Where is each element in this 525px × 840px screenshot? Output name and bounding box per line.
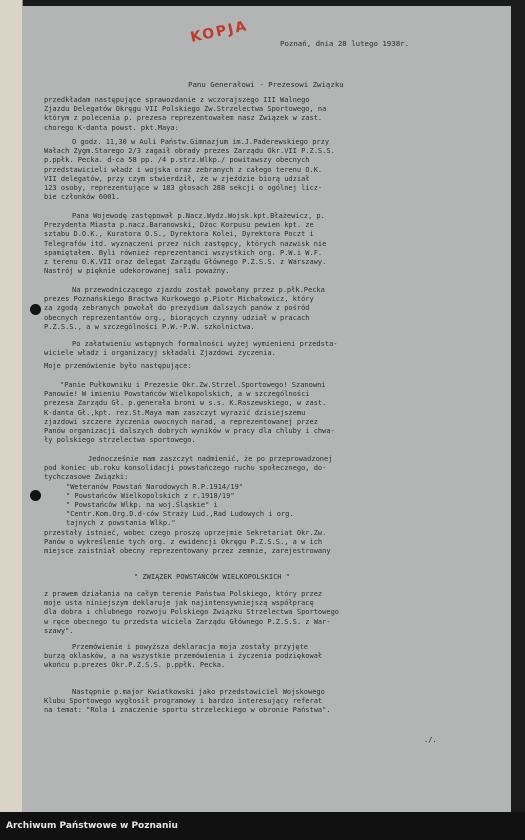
text-line: "Centr.Kom.Org.D.d-ców Straży Lud.,Rad Ludowych i org. [66, 510, 294, 519]
text-line: Panów organizacji dalszych dobrych wyników w pracy dla chluby i chwa- [44, 427, 335, 436]
text-line: Panowie! W imieniu Powstańców Wielkopolskich, a w szczególności [44, 390, 310, 399]
text-line: "Panie Pułkowniku i Prezesie Okr.Zw.Strzel.Sportowego! Szanowni [60, 381, 326, 389]
text-line: chorego K-danta powst. pkt.Maya: [44, 123, 179, 132]
paragraph-opening [44, 138, 510, 202]
text-line: w ręce obecnego tu przedsta wiciela Zarządu Głównego P.Z.S.S. z War- [44, 617, 331, 626]
paragraph-declaration [44, 590, 510, 636]
paragraph-intro [44, 96, 510, 133]
text-line: p.ppłk. Pecka. d-ca 58 pp. /4 p.strz.Wlkp./ powitawszy obecnych [44, 156, 310, 165]
text-line: pod koniec ub.roku konsolidacji powstańczego ruchu społecznego, do- [44, 464, 327, 473]
text-line: Zjazdu Delegatów Okręgu VII Polskiego Zw.Strzelectwa Sportowego, na [44, 105, 327, 114]
text-line: Wałach Zygm.Starego 2/3 zagaił obrady prezes Zarządu Okr.VII P.Z.S.S. [44, 147, 335, 156]
text-line: miejsce zaistniał obecny reprezentowany przez zemnie, zarejestrowany [44, 547, 331, 556]
text-line: którym z polecenia p. prezesa reprezentowałem nasz Związek w zast. [44, 114, 323, 123]
text-line: na temat: "Rola i znaczenie sportu strzeleckiego w obronie Państwa". [44, 706, 331, 715]
text-line: Klubu Sportowego wygłosił programowy i bardzo interesujący referat [44, 697, 323, 706]
binder-strip [0, 0, 23, 812]
text-line: Prezydenta Miasta p.nacz.Baranowski, Dżoc Korpusu pewien kpt. ze [44, 221, 314, 230]
paragraph-lecture [44, 688, 510, 716]
text-line: Moje przemówienie było następujące: [44, 362, 192, 370]
text-line: tychczasowe Związki: [44, 473, 129, 482]
text-line: wkońcu p.prezes Okr.P.Z.S.S. p.ppłk. Pecka. [44, 661, 226, 670]
date-line: Poznań, dnia 28 lutego 1938r. [280, 39, 410, 48]
text-line: spamiętałem. Byli również reprezentanci wszystkich org. P.W.i W.F. [44, 248, 323, 257]
text-line: burzą oklasków, a na wszystkie przemówienia i życzenia podziękował [44, 652, 323, 661]
text-line: K-danta Gł.,kpt. rez.St.Maya mam zaszczyt wyrazić dzisiejszemu [44, 408, 306, 417]
text-line: szawy". [44, 626, 74, 635]
paragraph-speech [44, 381, 510, 445]
paragraph-consolidation [44, 455, 510, 556]
text-line: VII delegatów, przy czym stwierdził, że w zjeździe biorą udział [44, 174, 310, 183]
paragraph-guests [44, 212, 510, 276]
text-line: P.Z.S.S., a w szczególności P.W.-P.W. szkolnictwa. [44, 322, 255, 331]
archive-name: Archiwum Państwowe w Poznaniu [6, 821, 178, 831]
text-line: Nastrój w pięknie udekorowanej sali poważny. [44, 267, 230, 276]
punch-hole-bottom [30, 490, 41, 501]
text-line: obecnych reprezentantów org., biorących czynny udział w pracach [44, 313, 310, 322]
text-line: przestały istnieć, wobec czego proszę uprzejmie Sekretariat Okr.Zw. [44, 528, 327, 537]
text-line: sztabu D.O.K., Kuratora O.S., Dyrektora Kolei, Dyrektora Poczt i [44, 230, 314, 239]
text-line: przedkładam następujące sprawozdanie z wczorajszego III Walnego [44, 96, 310, 104]
text-line: przedstawicieli władz i wojska oraz zebranych z całego terenu O.K. [44, 165, 323, 174]
text-line: Po załatwieniu wstępnych formalności wyżej wymienieni przedsta- [72, 340, 338, 348]
text-line: bie członków 6001. [44, 193, 120, 202]
text-line: moje usta niniejszym deklaruje jak najintensywniejszą współpracę [44, 599, 314, 608]
text-line: prezes Poznańskiego Bractwa Kurkowego p.Piotr Michałowicz, który [44, 295, 314, 304]
text-line: O godz. 11,30 w Auli Państw.Gimnazjum im.J.Paderewskiego przy [72, 138, 330, 146]
text-line: wiciele władz i organizacyj składali Zjazdowi życzenia. [44, 349, 276, 358]
text-line: z terenu O.K.VII oraz delegat Zarządu Głównego P.Z.S.S. z Warszawy. [44, 258, 327, 267]
text-line: z prawem działania na całym terenie Państwa Polskiego, który przez [44, 590, 323, 598]
addressee-line: Panu Generałowi - Prezesowi Związku [188, 80, 344, 89]
copy-stamp: KOPJA [188, 18, 250, 46]
text-line: Następnie p.major Kwiatkowski jako przedstawiciel Wojskowego [72, 688, 325, 696]
punch-hole-top [30, 304, 41, 315]
text-line: " Powstańców Wielkopolskich z r.1918/19" [66, 491, 235, 500]
paragraph-formalities [44, 340, 510, 358]
text-line: zjazdowi szczere życzenia owocnych narad, a reprezentowanej przez [44, 417, 318, 426]
paragraph-union-name [44, 573, 510, 582]
text-line: " Powstańców Wlkp. na woj.Śląskie" i [66, 501, 218, 510]
paragraph-chairman [44, 286, 510, 332]
text-line: "Weteranów Powstań Narodowych R.P.1914/19" [66, 482, 244, 491]
text-line: Pana Wojewodę zastępował p.Nacz.Wydz.Wojsk.kpt.Błażewicz, p. [72, 212, 325, 220]
text-line: Jednocześnie mam zaszczyt nadmienić, że po przeprowadzonej [88, 455, 333, 463]
paragraph-applause [44, 643, 510, 671]
text-line: 123 osoby, reprezentujące w 183 głosach 288 sekcji o ogólnej licz- [44, 184, 323, 193]
archive-footer [0, 812, 525, 840]
text-line: tajnych z powstania Wlkp." [66, 519, 176, 528]
text-line: prezesa Zarządu Gł. p.generała broni w s.s. K.Raszewskiego, w zast. [44, 399, 327, 408]
text-line: ły polskiego strzelectwa sportowego. [44, 436, 196, 445]
text-line: " ZWIĄZEK POWSTAŃCÓW WIELKOPOLSKICH " [134, 573, 290, 581]
text-line: Panów o wykreślenie tych org. z ewidencji Okręgu P.Z.S.S., a w ich [44, 537, 323, 546]
text-line: Przemówienie i powyższa deklaracja moja zostały przyjęte [72, 643, 309, 651]
text-line: Telegrafów itd. wyznaczeni przez nich zastępcy, których nazwisk nie [44, 239, 327, 248]
text-line: Na przewodniczącego zjazdu został powołany przez p.płk.Pecka [72, 286, 325, 294]
text-line: za zgodą zebranych powołał do prezydium dalszych panów z pośród [44, 304, 310, 313]
end-mark: ./. [424, 736, 437, 744]
paragraph-speech-intro [44, 362, 510, 371]
text-line: dla dobra i chlubnego rozwoju Polskiego Związku Strzelectwa Sportowego [44, 608, 340, 617]
